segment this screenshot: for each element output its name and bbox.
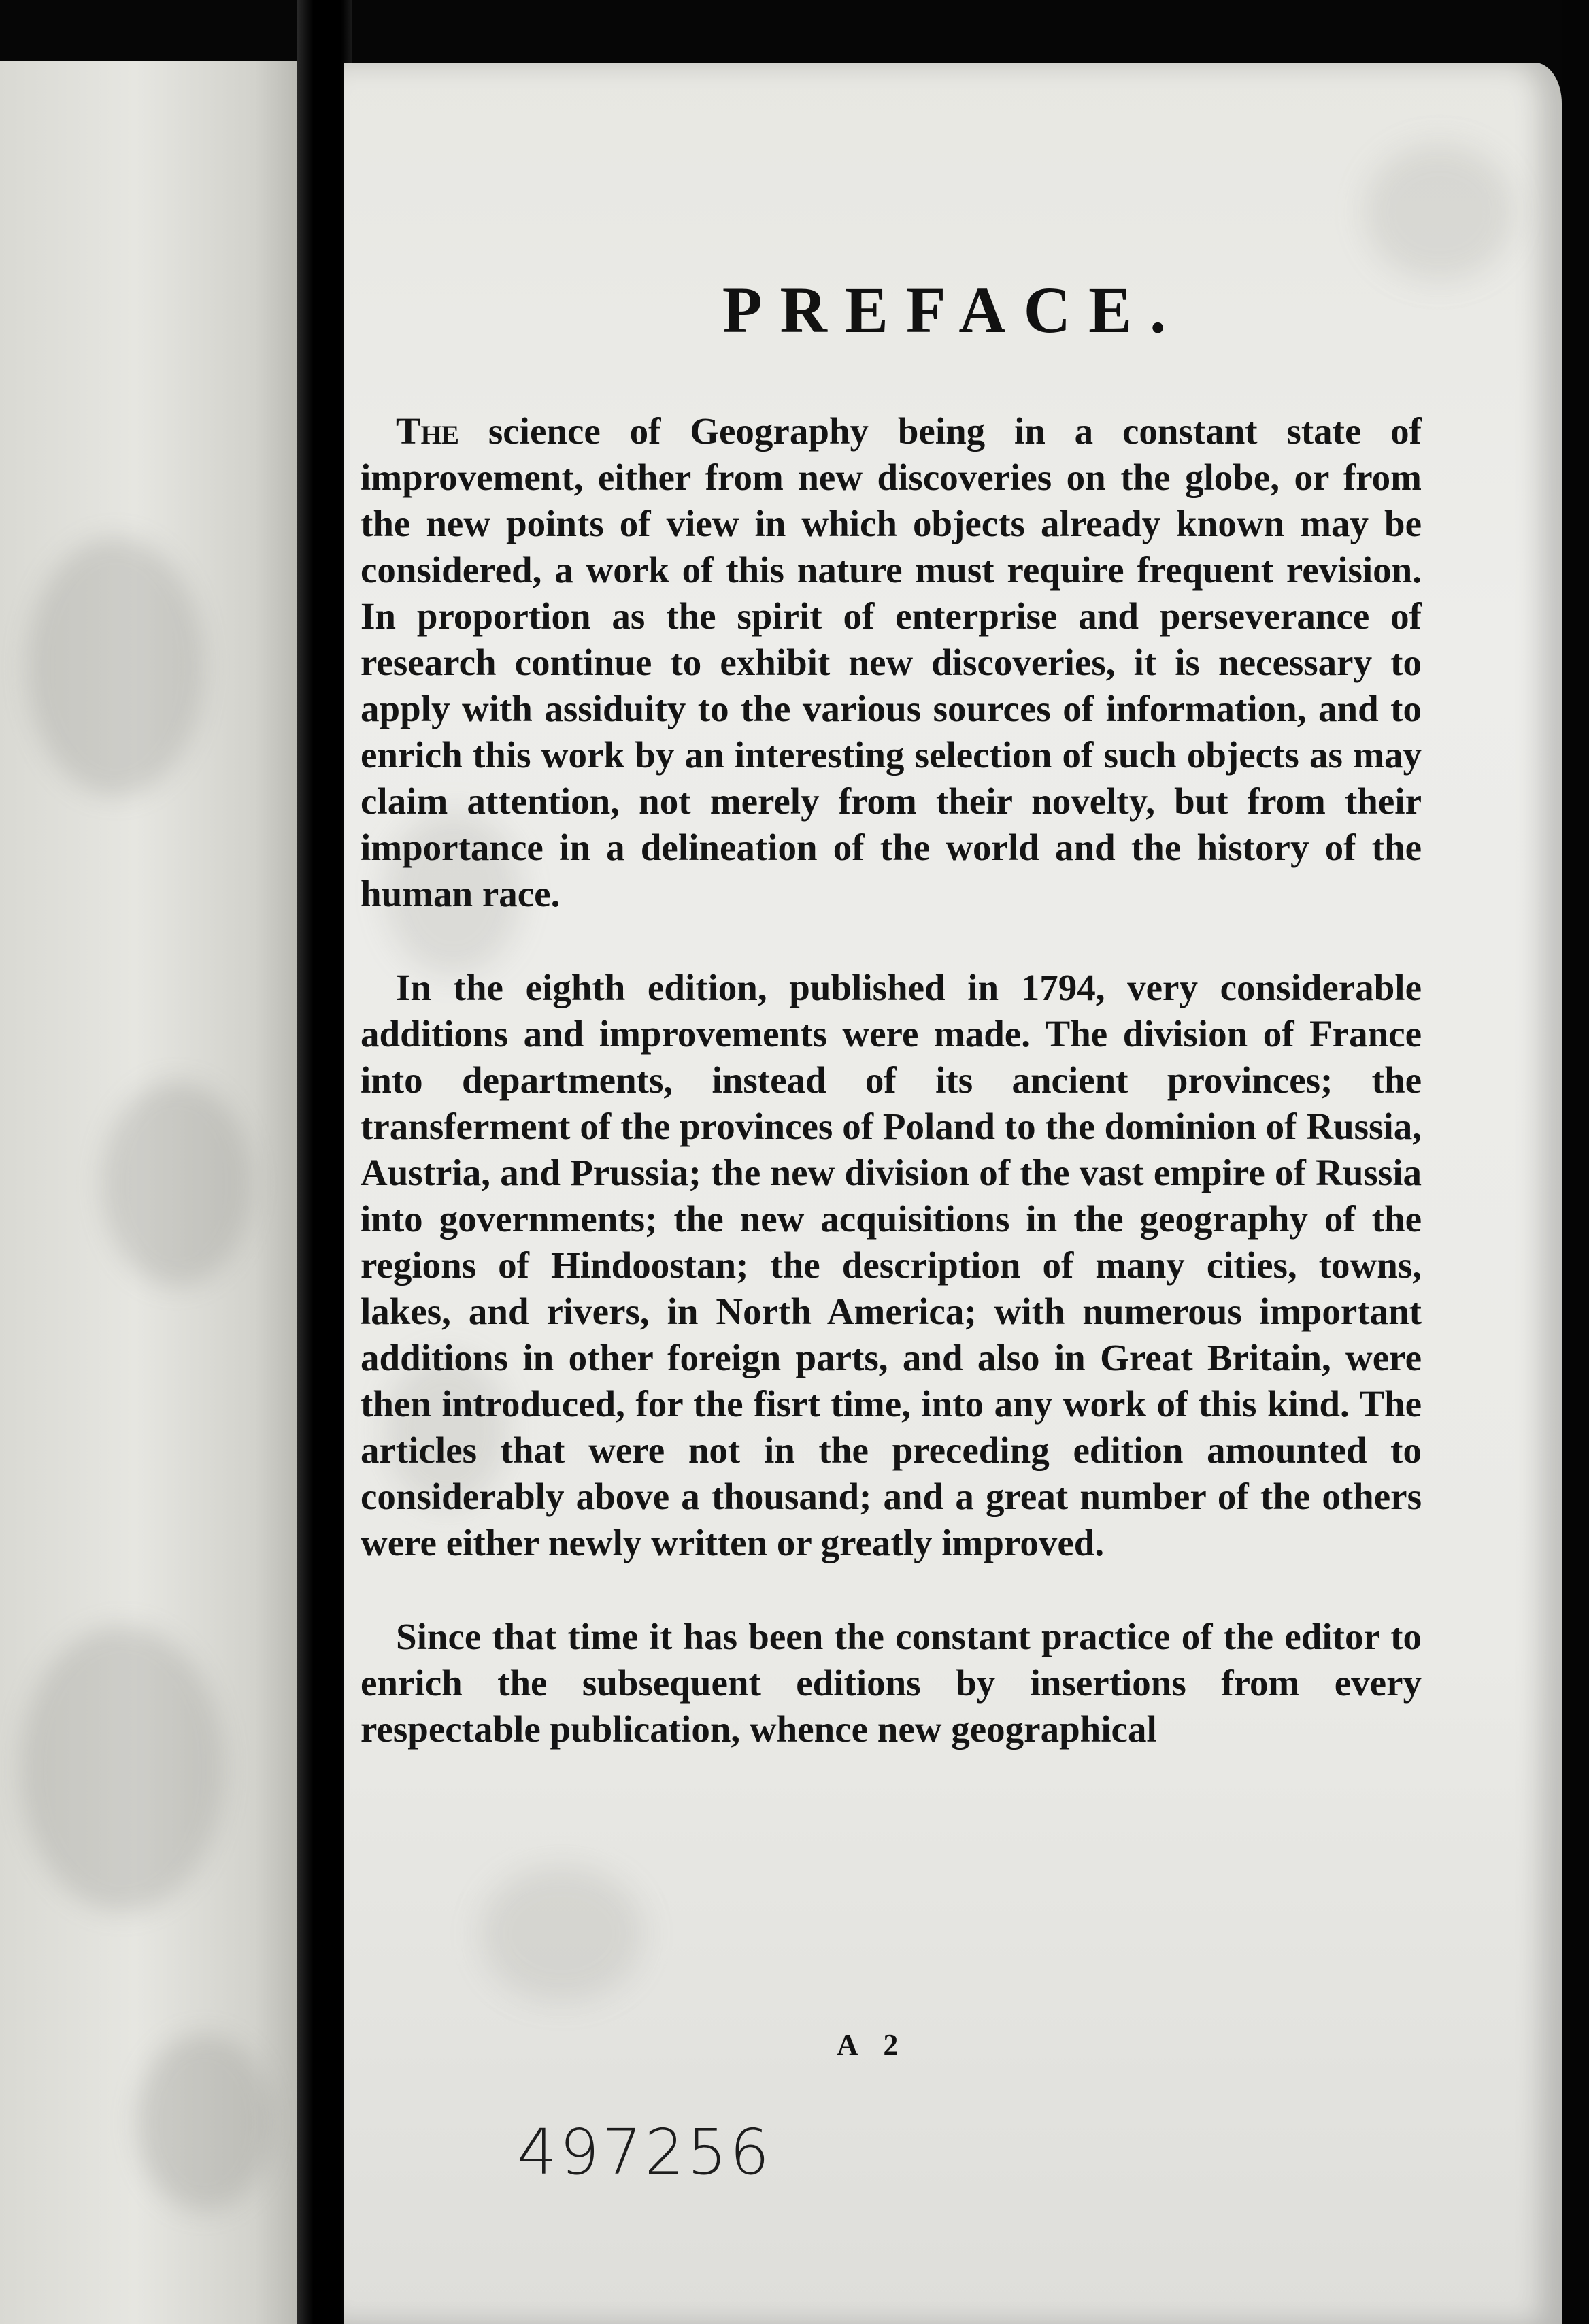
paragraph-text: In the eighth edition, published in 1794, very considerable additions and improvements were made. The division of France into departments, instead of its ancient provinces; the transferment of the provinces of Poland to the dominion of Russia, Austria, and Prussia; the new division of the vast empire of Russia into governments; the new acquisitions in the geography of the regions of Hindoostan; the description of many cities, towns, lakes, and rivers, in North America; with numerous important additions in other foreign parts, and also in Great Britain, were then introduced, for the fisrt time, into any work of this kind. The articles that were not in the preceding edition amounted to considerably above a thousand; and a great number of the others were either newly written or greatly improved. (361, 967, 1422, 1563)
paragraph-text: Since that time it has been the constant practice of the editor to enrich the subsequent editions by insertions from every respectable publication, whence new geographical (361, 1616, 1422, 1750)
signature-mark: A 2 (837, 2028, 908, 2061)
paragraph-3 (361, 1614, 1422, 1753)
paragraph-text: science of Geography being in a constant state of improvement, either from new discoveries on the globe, or from the new points of view in which objects already known may be considered, a work of this nature must require frequent revision. In proportion as the spirit of enterprise and perseverance of research continue to exhibit new discoveries, it is necessary to apply with assiduity to the various sources of information, and to enrich this work by an interesting selection of such objects as may claim attention, not merely from their novelty, but from their importance in a delineation of the world and the history of the human race. (361, 410, 1422, 914)
drop-lead-word: The (396, 410, 460, 452)
paragraph-1 (361, 408, 1422, 917)
facing-page-left (0, 61, 299, 2324)
preface-body (361, 408, 1422, 1800)
paragraph-2 (361, 965, 1422, 1566)
page-heading: PREFACE. (722, 273, 1184, 346)
accession-stamp: 497256 (517, 2116, 773, 2189)
scan-edge-right (1562, 0, 1589, 2324)
